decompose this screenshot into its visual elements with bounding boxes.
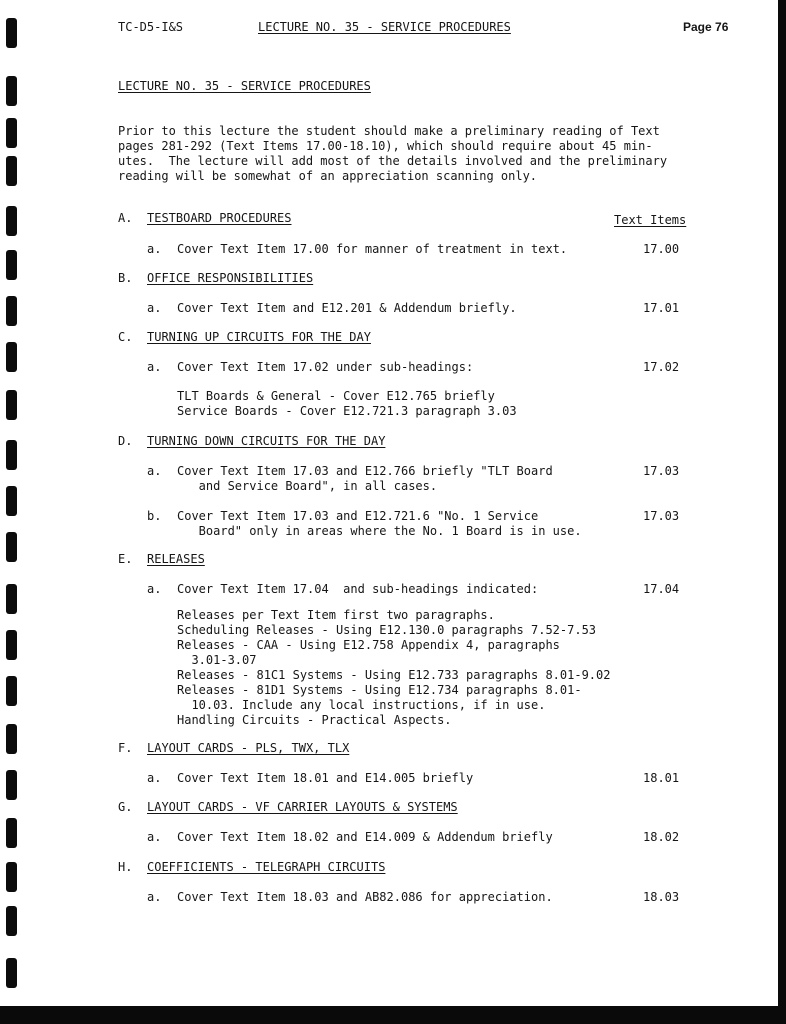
item-label: b. [147, 509, 162, 523]
section-letter: A. [118, 211, 133, 225]
sub-line: TLT Boards & General - Cover E12.765 briefly [177, 389, 495, 403]
item-label: a. [147, 360, 162, 374]
item-text: Cover Text Item 17.03 and E12.721.6 "No. 1 Service [177, 509, 539, 523]
item-text: Cover Text Item 18.03 and AB82.086 for appreciation. [177, 890, 553, 904]
text-item-ref: 17.03 [643, 509, 680, 523]
text-item-ref: 18.02 [643, 830, 680, 844]
section-letter: F. [118, 741, 133, 755]
text-item-ref: 17.01 [643, 301, 680, 315]
section-title: LAYOUT CARDS - VF CARRIER LAYOUTS & SYSTEMS [147, 800, 458, 814]
binder-hole [6, 296, 17, 326]
item-label: a. [147, 242, 162, 256]
item-label: a. [147, 830, 162, 844]
sub-line: Releases - 81D1 Systems - Using E12.734 paragraphs 8.01- [177, 683, 582, 697]
page-title: LECTURE NO. 35 - SERVICE PROCEDURES [118, 79, 371, 93]
binder-hole [6, 770, 17, 800]
binder-hole [6, 906, 17, 936]
section-title: RELEASES [147, 552, 205, 566]
item-label: a. [147, 582, 162, 596]
sub-line: Scheduling Releases - Using E12.130.0 paragraphs 7.52-7.53 [177, 623, 597, 637]
binder-hole [6, 676, 17, 706]
binder-hole [6, 486, 17, 516]
section-letter: H. [118, 860, 133, 874]
item-text: Cover Text Item 17.04 and sub-headings indicated: [177, 582, 539, 596]
header-lecture-title: LECTURE NO. 35 - SERVICE PROCEDURES [258, 20, 511, 34]
binder-hole [6, 818, 17, 848]
item-text: Cover Text Item 18.01 and E14.005 briefly [177, 771, 474, 785]
section-title: COEFFICIENTS - TELEGRAPH CIRCUITS [147, 860, 386, 874]
item-text: Cover Text Item 17.02 under sub-headings: [177, 360, 474, 374]
sub-line: Service Boards - Cover E12.721.3 paragraph 3.03 [177, 404, 517, 418]
binder-holes [0, 0, 30, 1000]
section-letter: C. [118, 330, 133, 344]
section-letter: D. [118, 434, 133, 448]
item-text: Cover Text Item 17.03 and E12.766 briefly "TLT Board [177, 464, 553, 478]
binder-hole [6, 206, 17, 236]
binder-hole [6, 156, 17, 186]
item-text: and Service Board", in all cases. [177, 479, 438, 493]
item-text: Cover Text Item 18.02 and E14.009 & Addendum briefly [177, 830, 553, 844]
section-letter: G. [118, 800, 133, 814]
text-item-ref: 18.03 [643, 890, 680, 904]
binder-hole [6, 532, 17, 562]
text-item-ref: 17.03 [643, 464, 680, 478]
header-doc-code: TC-D5-I&S [118, 20, 184, 34]
text-item-ref: 18.01 [643, 771, 680, 785]
binder-hole [6, 584, 17, 614]
binder-hole [6, 724, 17, 754]
binder-hole [6, 390, 17, 420]
item-label: a. [147, 771, 162, 785]
text-item-ref: 17.00 [643, 242, 680, 256]
page-number: Page 76 [683, 20, 729, 34]
text-items-column-heading: Text Items [614, 213, 687, 227]
item-text: Cover Text Item and E12.201 & Addendum briefly. [177, 301, 517, 315]
scan-edge-right [778, 0, 786, 1024]
intro-line: utes. The lecture will add most of the details involved and the preliminary [118, 154, 668, 168]
section-title: OFFICE RESPONSIBILITIES [147, 271, 314, 285]
sub-line: Releases - CAA - Using E12.758 Appendix 4, paragraphs [177, 638, 560, 652]
binder-hole [6, 862, 17, 892]
intro-line: reading will be somewhat of an appreciation scanning only. [118, 169, 538, 183]
binder-hole [6, 250, 17, 280]
scan-edge-bottom [0, 1006, 786, 1024]
sub-line: 10.03. Include any local instructions, if in use. [177, 698, 546, 712]
sub-line: Handling Circuits - Practical Aspects. [177, 713, 452, 727]
binder-hole [6, 440, 17, 470]
binder-hole [6, 76, 17, 106]
sub-line: Releases per Text Item first two paragraphs. [177, 608, 495, 622]
item-label: a. [147, 301, 162, 315]
binder-hole [6, 118, 17, 148]
item-label: a. [147, 890, 162, 904]
text-item-ref: 17.04 [643, 582, 680, 596]
section-title: TURNING DOWN CIRCUITS FOR THE DAY [147, 434, 386, 448]
item-text: Board" only in areas where the No. 1 Board is in use. [177, 524, 582, 538]
section-letter: B. [118, 271, 133, 285]
binder-hole [6, 342, 17, 372]
sub-line: 3.01-3.07 [177, 653, 257, 667]
intro-line: pages 281-292 (Text Items 17.00-18.10), which should require about 45 min- [118, 139, 653, 153]
section-title: TESTBOARD PROCEDURES [147, 211, 292, 225]
sub-line: Releases - 81C1 Systems - Using E12.733 paragraphs 8.01-9.02 [177, 668, 611, 682]
item-label: a. [147, 464, 162, 478]
binder-hole [6, 630, 17, 660]
intro-line: Prior to this lecture the student should make a preliminary reading of Text [118, 124, 660, 138]
item-text: Cover Text Item 17.00 for manner of treatment in text. [177, 242, 568, 256]
binder-hole [6, 958, 17, 988]
section-letter: E. [118, 552, 133, 566]
binder-hole [6, 18, 17, 48]
text-item-ref: 17.02 [643, 360, 680, 374]
section-title: LAYOUT CARDS - PLS, TWX, TLX [147, 741, 350, 755]
section-title: TURNING UP CIRCUITS FOR THE DAY [147, 330, 371, 344]
